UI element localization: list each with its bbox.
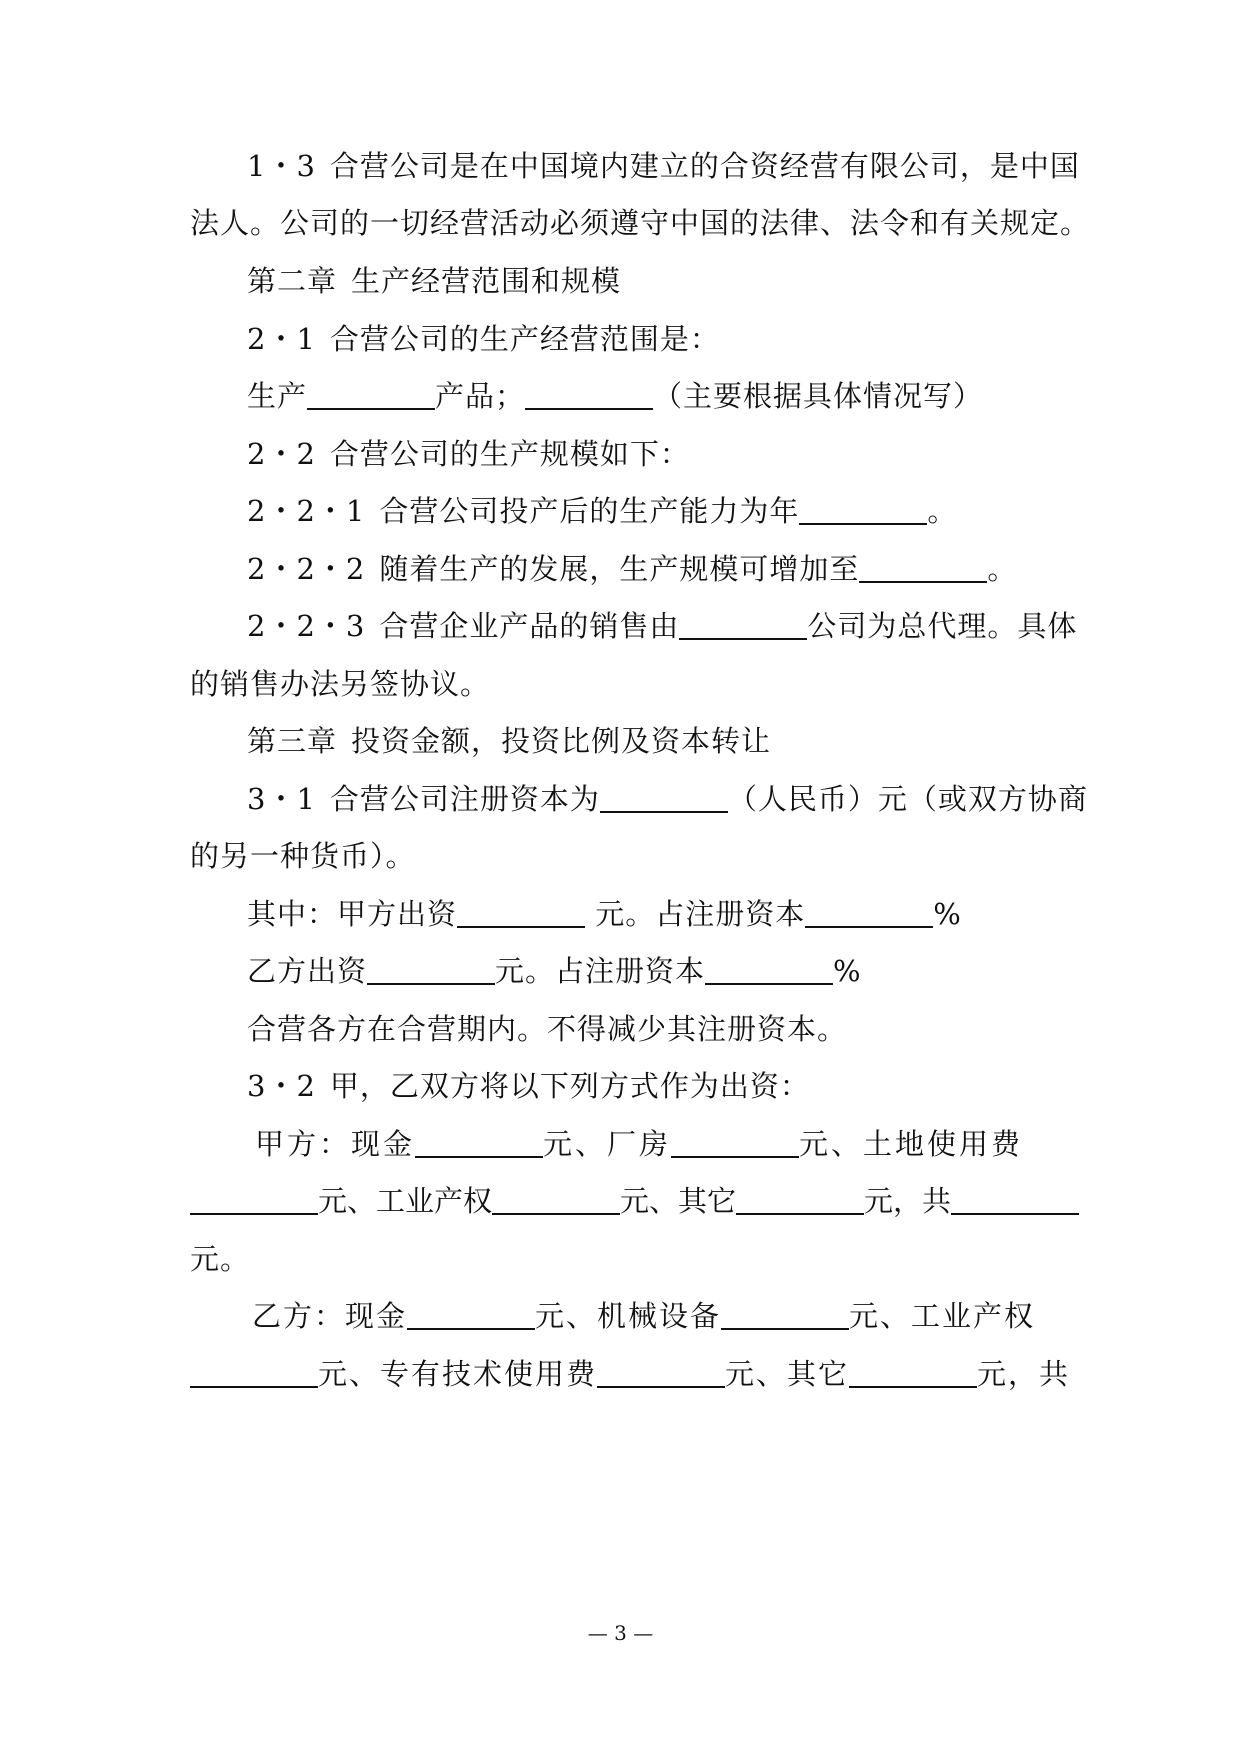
clause-2-2-3-continued [190, 664, 490, 704]
fill-blank[interactable] [600, 781, 728, 813]
text-fragment: 元、其它 [620, 1184, 737, 1218]
text-fragment: 元。 [190, 1242, 251, 1276]
clause-2-2-2 [247, 549, 1017, 589]
fill-blank[interactable] [679, 608, 807, 640]
clause-number: 2・1 [247, 322, 316, 356]
clause-text: 法人。公司的一切经营活动必须遵守中国的法律、法令和有关规定。 [190, 206, 1091, 240]
text-fragment: 元、其它 [725, 1357, 850, 1391]
text-fragment: 元、机械设备 [535, 1299, 722, 1333]
clause-number: 2・2 [247, 437, 316, 471]
text-fragment: 元、专有技术使用费 [318, 1357, 598, 1391]
fill-blank[interactable] [799, 493, 927, 525]
fill-blank[interactable] [805, 896, 933, 928]
chapter-3-heading [247, 721, 771, 761]
clause-number: 1・3 [247, 149, 316, 183]
clause-text: 合营公司投产后的生产能力为年 [379, 494, 800, 528]
fill-blank[interactable] [525, 378, 653, 410]
chapter-label: 第二章 [247, 264, 338, 298]
fill-blank[interactable] [721, 1298, 849, 1330]
text-fragment: 元、土地使用费 [799, 1127, 1024, 1161]
fill-blank[interactable] [457, 896, 585, 928]
fill-blank[interactable] [597, 1356, 725, 1388]
party-b-items-continued [190, 1354, 1070, 1394]
party-a-items-continued [190, 1181, 1079, 1221]
clause-number: 3・2 [247, 1069, 316, 1103]
text-fragment: 甲方：现金 [255, 1127, 416, 1161]
text-fragment: 元、工业产权 [318, 1184, 493, 1218]
fill-blank[interactable] [367, 953, 495, 985]
clause-2-1 [247, 319, 720, 359]
fill-blank[interactable] [859, 551, 987, 583]
clause-2-2 [247, 434, 690, 474]
clause-number: 2・2・2 [247, 552, 366, 586]
text-fragment: 其中：甲方出资 [247, 897, 458, 931]
fill-blank[interactable] [492, 1183, 620, 1215]
party-a-contribution-line [247, 894, 962, 934]
fill-blank[interactable] [736, 1183, 864, 1215]
text-fragment: 乙方：现金 [252, 1299, 408, 1333]
clause-3-2 [247, 1066, 810, 1106]
fill-blank[interactable] [407, 1298, 535, 1330]
fill-blank[interactable] [671, 1126, 799, 1158]
party-b-contribution-line [247, 951, 862, 991]
capital-rule-line [247, 1009, 847, 1049]
clause-2-2-3 [247, 606, 1077, 646]
clause-text: 合营公司的生产规模如下： [329, 437, 690, 471]
fill-blank[interactable] [849, 1356, 977, 1388]
clause-number: 3・1 [247, 782, 316, 816]
clause-3-1 [247, 779, 1088, 819]
text-fragment: % [833, 954, 862, 988]
clause-2-2-1 [247, 491, 957, 531]
chapter-label: 第三章 [247, 724, 338, 758]
chapter-2-heading [247, 261, 621, 301]
text-fragment: 元、工业产权 [849, 1299, 1036, 1333]
text-fragment: 产品； [435, 379, 526, 413]
clause-1-3-continued [190, 203, 1090, 243]
clause-text: 甲，乙双方将以下列方式作为出资： [329, 1069, 810, 1103]
party-a-items-end [190, 1239, 250, 1279]
fill-blank[interactable] [307, 378, 435, 410]
clause-1-3 [247, 146, 1080, 186]
fill-blank[interactable] [190, 1183, 318, 1215]
clause-number: 2・2・3 [247, 609, 366, 643]
fill-blank[interactable] [415, 1126, 543, 1158]
fill-blank[interactable] [190, 1356, 318, 1388]
text-fragment: 元。占注册资本 [495, 954, 706, 988]
clause-3-1-continued [190, 836, 416, 876]
chapter-title: 投资金额，投资比例及资本转让 [351, 724, 772, 758]
clause-text: 合营公司注册资本为 [329, 782, 600, 816]
clause-text: 的销售办法另签协议。 [190, 667, 491, 701]
text-fragment: （人民币）元（或双方协商 [727, 782, 1088, 816]
text-fragment: 。 [987, 552, 1018, 586]
text-fragment: 元，共 [864, 1184, 952, 1218]
text-fragment: 元、厂房 [543, 1127, 672, 1161]
fill-blank[interactable] [951, 1183, 1079, 1215]
clause-text: 合营公司的生产经营范围是： [329, 322, 720, 356]
text-fragment: 乙方出资 [247, 954, 368, 988]
party-b-items-line [252, 1296, 1035, 1336]
text-fragment: （主要根据具体情况写） [653, 379, 984, 413]
fill-blank[interactable] [705, 953, 833, 985]
text-fragment: % [933, 897, 962, 931]
text-fragment: 。 [927, 494, 958, 528]
clause-text: 合营公司是在中国境内建立的合资经营有限公司，是中国 [329, 149, 1080, 183]
clause-number: 2・2・1 [247, 494, 366, 528]
party-a-items-line [255, 1124, 1023, 1164]
text-fragment: 公司为总代理。具体 [807, 609, 1078, 643]
clause-text: 合营各方在合营期内。不得减少其注册资本。 [247, 1012, 848, 1046]
text-fragment: 元。占注册资本 [585, 897, 806, 931]
text-fragment: 生产 [247, 379, 308, 413]
production-scope-line [247, 376, 983, 416]
clause-text: 随着生产的发展，生产规模可增加至 [379, 552, 860, 586]
chapter-title: 生产经营范围和规模 [351, 264, 622, 298]
clause-text: 的另一种货币）。 [190, 839, 416, 873]
text-fragment: 元，共 [977, 1357, 1071, 1391]
clause-text: 合营企业产品的销售由 [379, 609, 680, 643]
page-number: — 3 — [587, 1621, 654, 1645]
